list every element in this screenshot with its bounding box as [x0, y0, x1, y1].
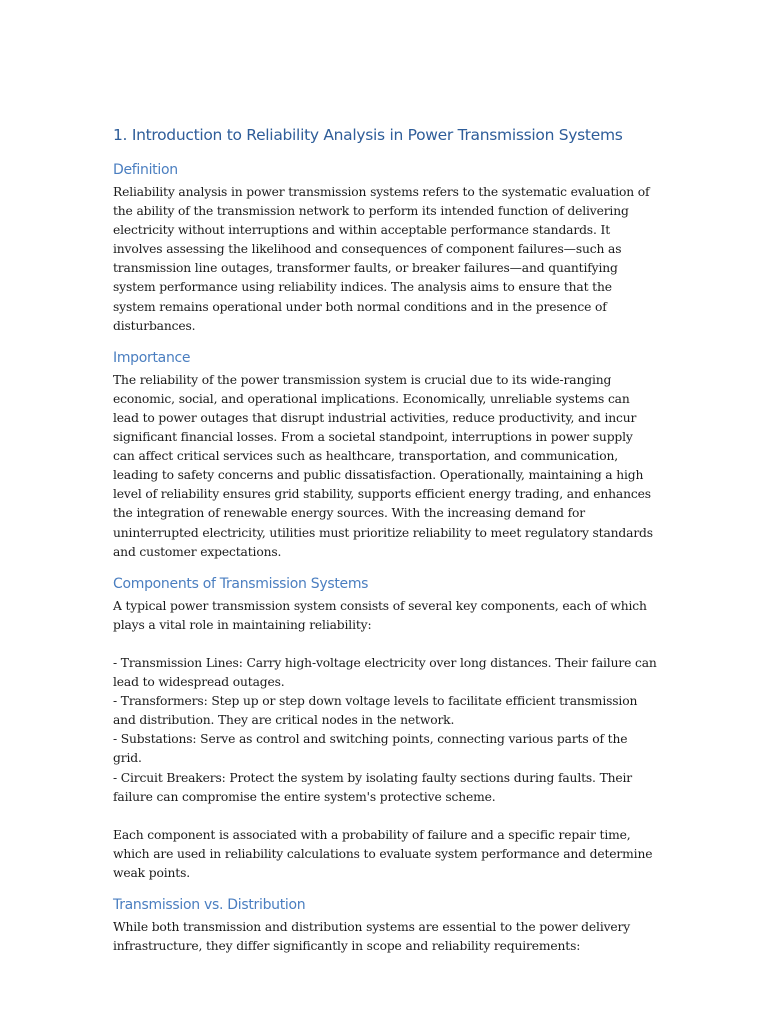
- transmission-vs-distribution-paragraph: While both transmission and distribution systems are essential to the power delivery infrastructure, they differ significantly in scope and reliability requirements:: [113, 920, 631, 954]
- spacer: [113, 635, 658, 654]
- component-item-transformers: - Transformers: Step up or step down voltage levels to facilitate efficient transmission and distribution. They are critical nodes in the network.: [113, 694, 638, 728]
- section-heading-transmission-vs-distribution: Transmission vs. Distribution: [113, 897, 306, 914]
- section-heading-definition: Definition: [113, 162, 178, 178]
- component-item-circuit-breakers: - Circuit Breakers: Protect the system by isolating faulty sections during faults. Their failure can compromise the entire system's protective scheme.: [113, 770, 633, 804]
- importance-paragraph: The reliability of the power transmission system is crucial due to its wide-ranging economic, social, and operational implications. Economically, unreliable systems can lead to power outages that disrupt industrial activities, reduce productivity, and incur significant financial losses. From a societal standpoint, interruptions in power supply can affect critical services such as healthcare, transportation, and communication, leading to safety concerns and public dissatisfaction. Operationally, maintaining a high level of reliability ensures grid stability, supports efficient energy trading, and enhances the integration of renewable energy sources. With the increasing demand for uninterrupted electricity, utilities must prioritize reliability to meet regulatory standards and customer expectations.: [113, 372, 653, 559]
- component-item-transmission-lines: - Transmission Lines: Carry high-voltage electricity over long distances. Their failure can lead to widespread outages.: [113, 655, 657, 690]
- definition-paragraph: Reliability analysis in power transmission systems refers to the systematic evaluation of the ability of the transmission network to perform its intended function of delivering electricity without interruptions and within acceptable performance standards. It involves assessing the likelihood and consequences of component failures—such as transmission line outages, transformer faults, or breaker failures—and quantifying system performance using reliability indices. The analysis aims to ensure that the system remains operational under both normal conditions and in the presence of disturbances.: [113, 185, 650, 333]
- spacer: [113, 807, 658, 826]
- components-intro-paragraph: A typical power transmission system consists of several key components, each of which plays a vital role in maintaining reliability:: [113, 598, 647, 632]
- section-heading-components: Components of Transmission Systems: [113, 575, 369, 592]
- section-heading-importance: Importance: [113, 349, 191, 366]
- components-closing-paragraph: Each component is associated with a probability of failure and a specific repair time, which are used in reliability calculations to evaluate system performance and determine weak points.: [113, 827, 653, 880]
- page-title: 1. Introduction to Reliability Analysis in Power Transmission Systems: [113, 126, 623, 144]
- document-page: [113, 124, 658, 956]
- component-item-substations: - Substations: Serve as control and switching points, connecting various parts of the grid.: [113, 732, 628, 766]
